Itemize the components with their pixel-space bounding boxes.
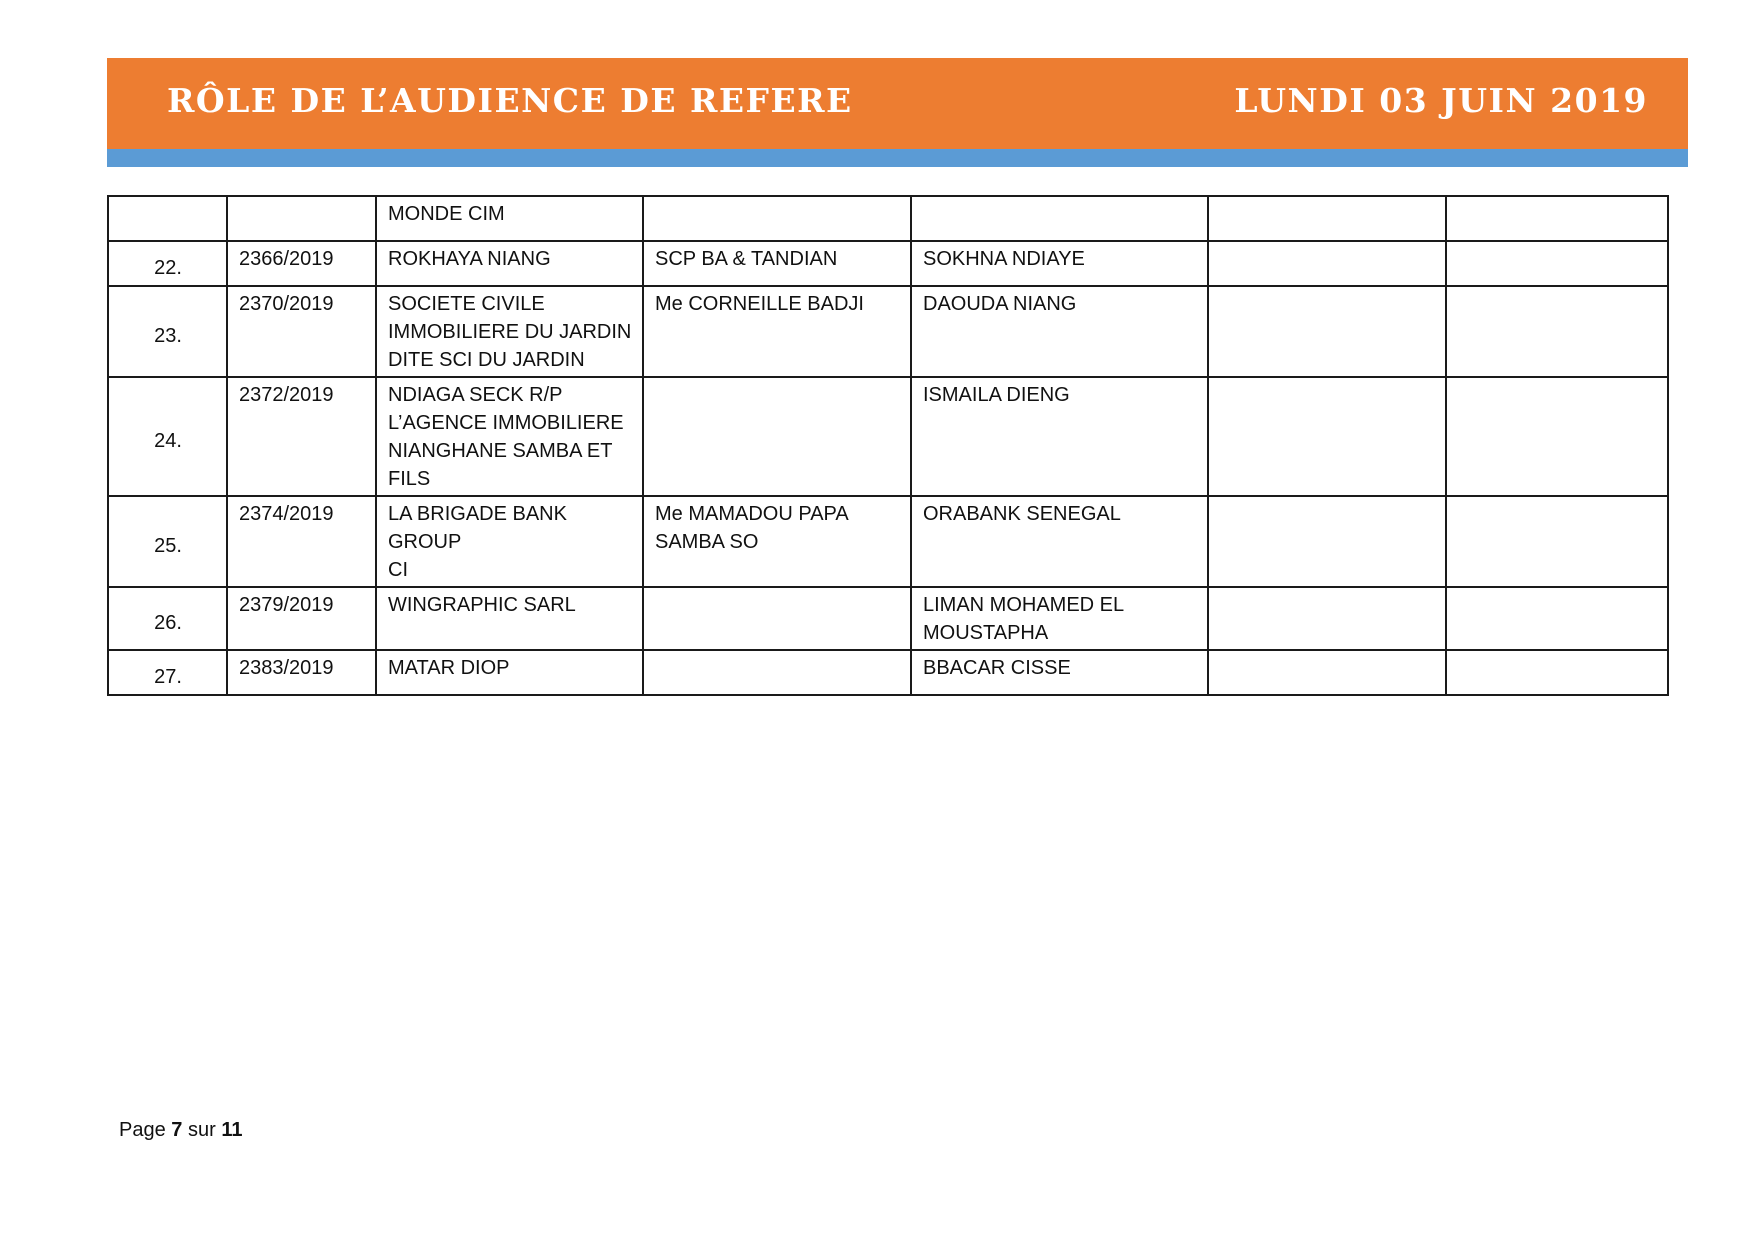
table-row (108, 196, 1668, 241)
case-number-cell: 22. (108, 241, 227, 286)
lawyer-cell (643, 377, 911, 496)
defendant-cell: ISMAILA DIENG (911, 377, 1208, 496)
table-row (108, 650, 1668, 695)
lawyer-cell (643, 587, 911, 650)
empty-cell (1208, 496, 1446, 587)
table-row (108, 241, 1668, 286)
case-number-cell: 23. (108, 286, 227, 377)
header-stripe (107, 149, 1688, 167)
case-reference-cell: 2383/2019 (227, 650, 376, 695)
plaintiff-cell: MONDE CIM (376, 196, 643, 241)
plaintiff-cell: MATAR DIOP (376, 650, 643, 695)
empty-cell (1446, 377, 1668, 496)
plaintiff-cell: NDIAGA SECK R/P L’AGENCE IMMOBILIERE NIANGHANE SAMBA ET FILS (376, 377, 643, 496)
case-reference-cell: 2374/2019 (227, 496, 376, 587)
table-row (108, 377, 1668, 496)
plaintiff-cell: SOCIETE CIVILE IMMOBILIERE DU JARDIN DITE SCI DU JARDIN (376, 286, 643, 377)
table-row (108, 286, 1668, 377)
empty-cell (1208, 286, 1446, 377)
case-reference-cell: 2366/2019 (227, 241, 376, 286)
defendant-cell (911, 196, 1208, 241)
case-number-cell: 24. (108, 377, 227, 496)
case-number-cell: 27. (108, 650, 227, 695)
defendant-cell: ORABANK SENEGAL (911, 496, 1208, 587)
empty-cell (1208, 377, 1446, 496)
page-of-label: sur (187, 1119, 216, 1141)
empty-cell (1446, 650, 1668, 695)
defendant-cell: SOKHNA NDIAYE (911, 241, 1208, 286)
case-reference-cell: 2372/2019 (227, 377, 376, 496)
case-reference-cell (227, 196, 376, 241)
case-reference-cell: 2379/2019 (227, 587, 376, 650)
case-reference-cell: 2370/2019 (227, 286, 376, 377)
hearing-date: LUNDI 03 JUIN 2019 (1234, 81, 1648, 120)
case-number-cell: 26. (108, 587, 227, 650)
empty-cell (1446, 496, 1668, 587)
plaintiff-cell: LA BRIGADE BANK GROUP CI (376, 496, 643, 587)
defendant-cell: LIMAN MOHAMED EL MOUSTAPHA (911, 587, 1208, 650)
page-label: Page (119, 1119, 166, 1141)
page-title: RÔLE DE L’AUDIENCE DE REFERE (167, 81, 853, 120)
defendant-cell: BBACAR CISSE (911, 650, 1208, 695)
empty-cell (1446, 286, 1668, 377)
lawyer-cell (643, 196, 911, 241)
plaintiff-cell: ROKHAYA NIANG (376, 241, 643, 286)
empty-cell (1208, 196, 1446, 241)
table-row (108, 587, 1668, 650)
hearing-role-table (107, 195, 1669, 696)
case-number-cell (108, 196, 227, 241)
lawyer-cell: Me MAMADOU PAPA SAMBA SO (643, 496, 911, 587)
empty-cell (1446, 587, 1668, 650)
page-total: 11 (221, 1119, 243, 1141)
defendant-cell: DAOUDA NIANG (911, 286, 1208, 377)
empty-cell (1446, 241, 1668, 286)
page-footer (119, 1119, 242, 1142)
lawyer-cell (643, 650, 911, 695)
empty-cell (1208, 241, 1446, 286)
lawyer-cell: SCP BA & TANDIAN (643, 241, 911, 286)
page-current: 7 (171, 1119, 183, 1141)
table-row (108, 496, 1668, 587)
empty-cell (1446, 196, 1668, 241)
case-number-cell: 25. (108, 496, 227, 587)
empty-cell (1208, 587, 1446, 650)
lawyer-cell: Me CORNEILLE BADJI (643, 286, 911, 377)
plaintiff-cell: WINGRAPHIC SARL (376, 587, 643, 650)
empty-cell (1208, 650, 1446, 695)
